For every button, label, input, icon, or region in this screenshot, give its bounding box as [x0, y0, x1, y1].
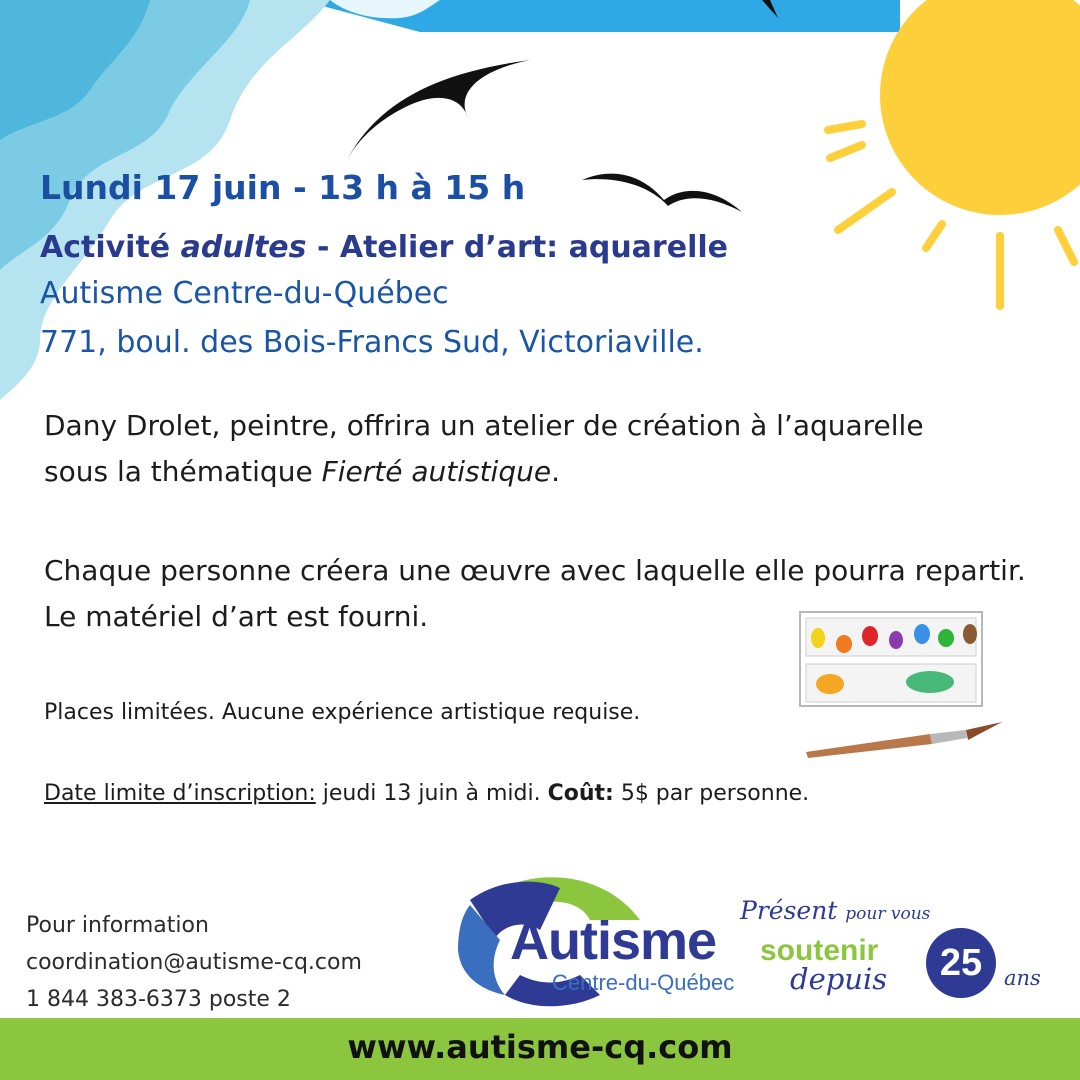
- activity-suffix: - Atelier d’art: aquarelle: [306, 230, 728, 265]
- anniversary-suffix: ans: [1004, 966, 1041, 990]
- tagline-soutenir: soutenir: [760, 934, 879, 967]
- bird-icon: [348, 60, 530, 158]
- details-paragraph: Chaque personne créera une œuvre avec laquelle elle pourra repartir. Le matériel d’art est fourni.: [44, 554, 1026, 633]
- activity-title: [40, 230, 728, 265]
- event-date-time: Lundi 17 juin - 13 h à 15 h: [40, 168, 526, 207]
- tagline-present-word: Présent: [740, 896, 838, 925]
- footer-website-link[interactable]: www.autisme-cq.com: [347, 1028, 733, 1066]
- places-note: Places limitées. Aucune expérience artistique requise.: [44, 700, 641, 725]
- cost-value: 5$ par personne.: [613, 781, 810, 806]
- deadline-label: Date limite d’inscription:: [44, 781, 316, 806]
- deadline-value: jeudi 13 juin à midi.: [315, 781, 548, 806]
- anniversary-badge: 25: [926, 928, 996, 998]
- logo-subtitle: Centre-du-Québec: [552, 970, 735, 995]
- contact-phone: 1 844 383-6373 poste 2: [26, 987, 291, 1012]
- contact-heading: Pour information: [26, 913, 209, 938]
- description-theme: Fierté autistique: [321, 455, 552, 488]
- activity-prefix: Activité: [40, 230, 181, 265]
- contact-email: coordination@autisme-cq.com: [26, 950, 362, 975]
- description-end: .: [551, 455, 560, 488]
- logo-wordmark: Autisme: [510, 911, 717, 971]
- deadline-cost-line: [44, 781, 809, 806]
- bird-icon: [582, 174, 742, 212]
- description-text: Dany Drolet, peintre, offrira un atelier de création à l’aquarelle sous la thématique: [44, 409, 924, 488]
- tagline-present: [740, 896, 930, 925]
- activity-audience: adultes: [180, 230, 307, 265]
- tagline-depuis: depuis: [790, 962, 888, 996]
- organization-name: Autisme Centre-du-Québec: [40, 276, 449, 311]
- tagline-pour-vous: pour vous: [845, 904, 931, 924]
- sun-icon: [880, 0, 1080, 215]
- paintbrush-icon: [806, 722, 1002, 758]
- cost-label: Coût:: [547, 781, 614, 806]
- description-paragraph: [44, 403, 924, 495]
- event-address: 771, boul. des Bois-Francs Sud, Victoriaville.: [40, 325, 704, 360]
